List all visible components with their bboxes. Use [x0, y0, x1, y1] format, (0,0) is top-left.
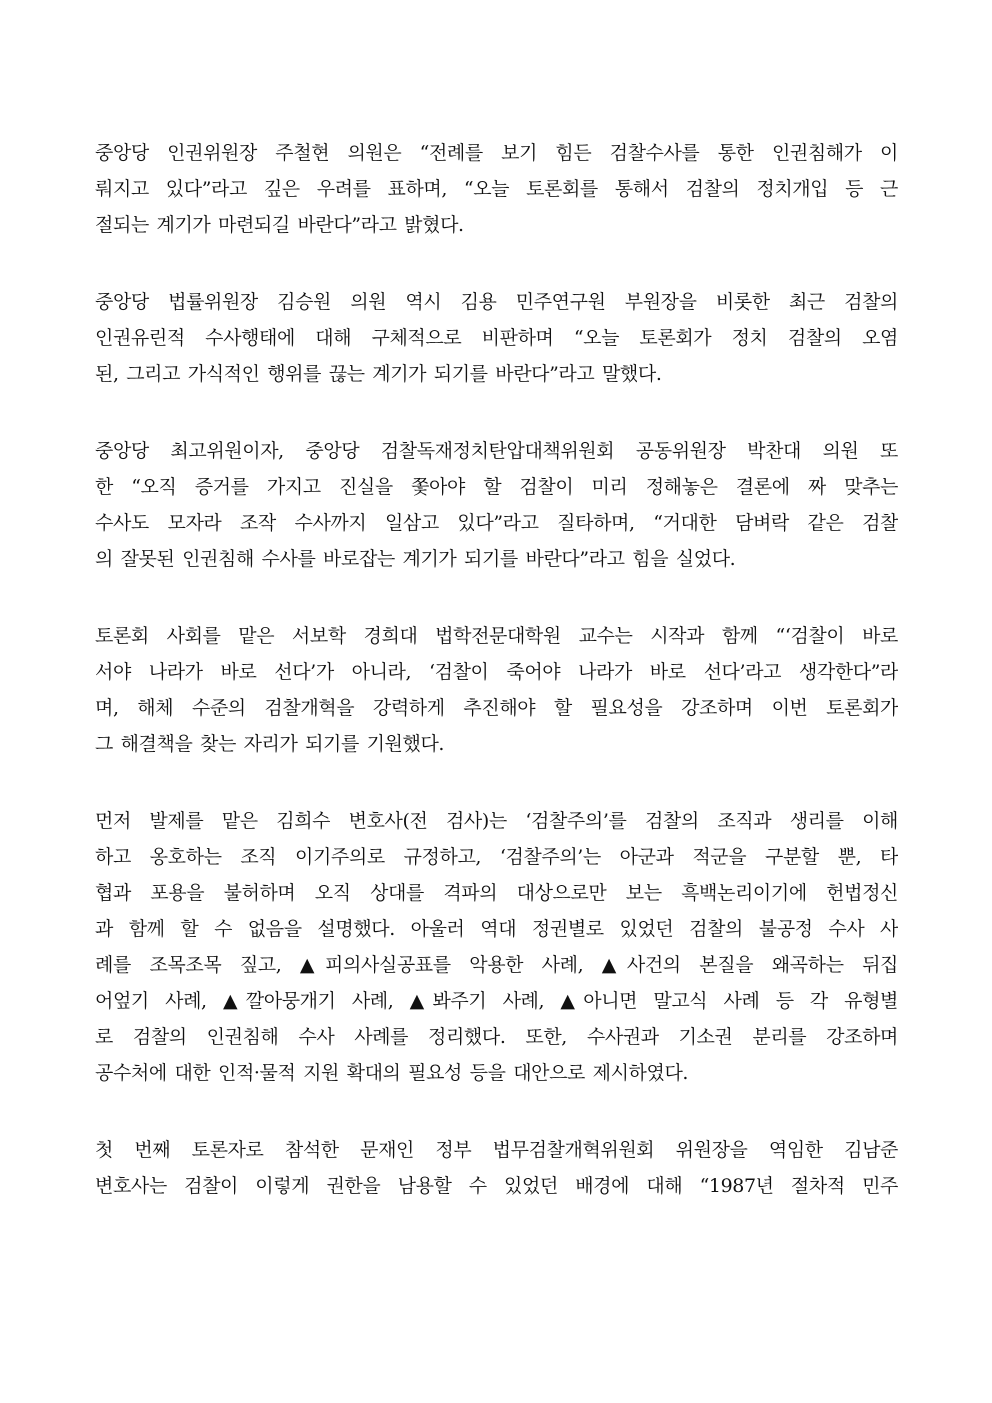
text-line: 중앙당 인권위원장 주철현 의원은 “전례를 보기 힘든 검찰수사를 통한 인권침해가 이 — [95, 142, 898, 164]
text-line: 먼저 발제를 맡은 김희수 변호사(전 검사)는 ‘검찰주의’를 검찰의 조직과 생리를 이해 — [95, 810, 898, 832]
text-line: 서야 나라가 바로 선다’가 아니라, ‘검찰이 죽어야 나라가 바로 선다’라고 생각한다”라 — [95, 661, 898, 683]
text-line: 과 함께 할 수 없음을 설명했다. 아울러 역대 정권별로 있었던 검찰의 불공정 수사 사 — [95, 918, 898, 940]
text-line: 토론회 사회를 맡은 서보학 경희대 법학전문대학원 교수는 시작과 함께 “‘검찰이 바로 — [95, 625, 898, 647]
document-body — [95, 135, 898, 1245]
text-line: 절되는 계기가 마련되길 바란다”라고 밝혔다. — [95, 214, 464, 236]
text-line: 그 해결책을 찾는 자리가 되기를 기원했다. — [95, 733, 445, 755]
text-line: 된, 그리고 가식적인 행위를 끊는 계기가 되기를 바란다”라고 말했다. — [95, 363, 662, 385]
text-line: 한 “오직 증거를 가지고 진실을 쫓아야 할 검찰이 미리 정해놓은 결론에 짜 맞추는 — [95, 476, 898, 498]
text-line: 며, 해체 수준의 검찰개혁을 강력하게 추진해야 할 필요성을 강조하며 이번 토론회가 — [95, 697, 898, 719]
text-line: 중앙당 법률위원장 김승원 의원 역시 김용 민주연구원 부원장을 비롯한 최근 검찰의 — [95, 291, 898, 313]
text-line: 변호사는 검찰이 이렇게 권한을 남용할 수 있었던 배경에 대해 “1987년 절차적 민주 — [95, 1175, 898, 1197]
paragraph-4 — [95, 618, 898, 762]
paragraph-2 — [95, 284, 898, 392]
text-line: 하고 옹호하는 조직 이기주의로 규정하고, ‘검찰주의’는 아군과 적군을 구분할 뿐, 타 — [95, 846, 898, 868]
text-line: 어엎기 사례, ▲깔아뭉개기 사례, ▲봐주기 사례, ▲아니면 말고식 사례 등 각 유형별 — [95, 990, 898, 1012]
text-line: 례를 조목조목 짚고, ▲피의사실공표를 악용한 사례, ▲사건의 본질을 왜곡하는 뒤집 — [95, 954, 898, 976]
paragraph-6 — [95, 1132, 898, 1204]
text-line: 협과 포용을 불허하며 오직 상대를 격파의 대상으로만 보는 흑백논리이기에 헌법정신 — [95, 882, 898, 904]
text-line: 뤄지고 있다”라고 깊은 우려를 표하며, “오늘 토론회를 통해서 검찰의 정치개입 등 근 — [95, 178, 898, 200]
text-line: 수사도 모자라 조작 수사까지 일삼고 있다”라고 질타하며, “거대한 담벼락 같은 검찰 — [95, 512, 898, 534]
text-line: 인권유린적 수사행태에 대해 구체적으로 비판하며 “오늘 토론회가 정치 검찰의 오염 — [95, 327, 898, 349]
paragraph-3 — [95, 433, 898, 577]
text-line: 중앙당 최고위원이자, 중앙당 검찰독재정치탄압대책위원회 공동위원장 박찬대 의원 또 — [95, 440, 898, 462]
text-line: 첫 번째 토론자로 참석한 문재인 정부 법무검찰개혁위원회 위원장을 역임한 김남준 — [95, 1139, 898, 1161]
paragraph-1 — [95, 135, 898, 243]
paragraph-5 — [95, 803, 898, 1091]
text-line: 로 검찰의 인권침해 수사 사례를 정리했다. 또한, 수사권과 기소권 분리를 강조하며 — [95, 1026, 898, 1048]
text-line: 공수처에 대한 인적·물적 지원 확대의 필요성 등을 대안으로 제시하였다. — [95, 1062, 689, 1084]
text-line: 의 잘못된 인권침해 수사를 바로잡는 계기가 되기를 바란다”라고 힘을 실었다. — [95, 548, 736, 570]
